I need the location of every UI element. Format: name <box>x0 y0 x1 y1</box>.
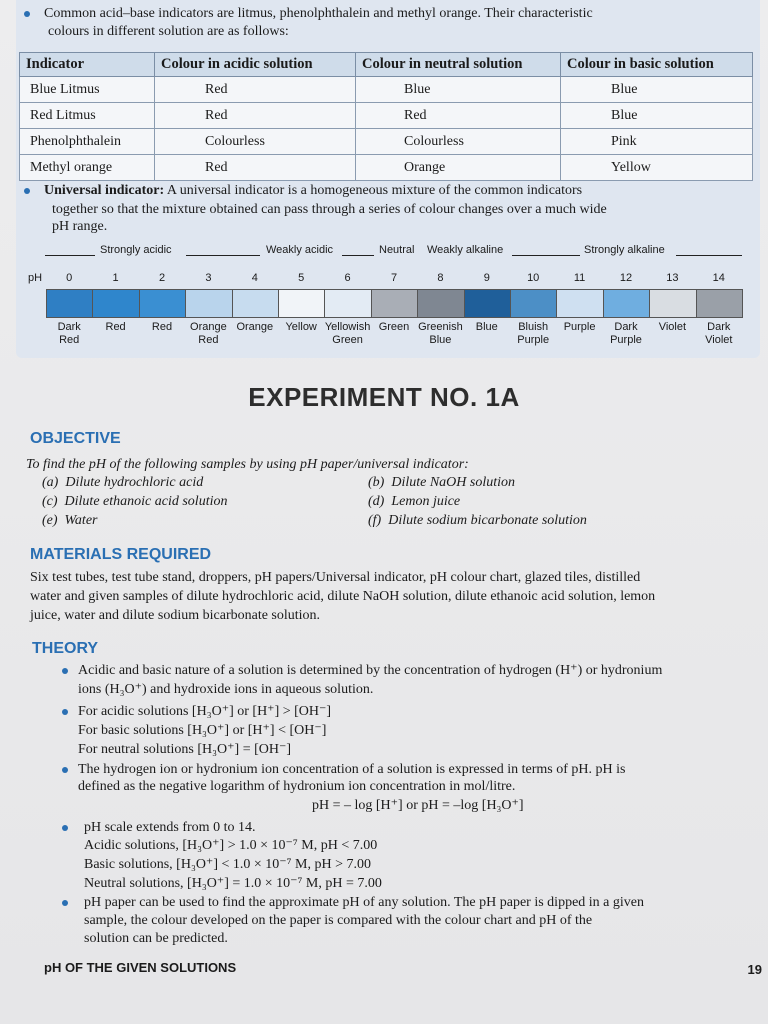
ph-colour-swatch <box>46 289 93 318</box>
universal-indicator-line-1: Universal indicator: A universal indicator is a homogeneous mixture of the common indicators <box>24 183 582 199</box>
universal-indicator-line-2: together so that the mixture obtained can pass through a series of colour changes over a much wide <box>52 202 607 217</box>
bullet-icon <box>62 767 68 773</box>
ph-colour-name: Greenish Blue <box>418 321 463 346</box>
table-cell: Red <box>155 155 356 181</box>
ph-number: 10 <box>527 272 540 284</box>
page-number: 19 <box>747 962 762 977</box>
ph-colour-swatch <box>696 289 743 318</box>
theory-text: Neutral solutions, [H₃O⁺] = 1.0 × 10⁻⁷ M, pH = 7.00 <box>84 876 382 891</box>
ph-colour-name: Yellowish Green <box>324 321 371 346</box>
ph-number: 3 <box>205 272 212 284</box>
table-cell: Blue <box>561 103 753 129</box>
ph-colour-name: Dark Violet <box>705 321 733 346</box>
running-head: pH OF THE GIVEN SOLUTIONS <box>44 960 237 975</box>
range-strongly-alkaline: Strongly alkaline <box>584 244 665 256</box>
theory-text: For neutral solutions [H₃O⁺] = [OH⁻] <box>78 742 292 757</box>
ph-colour-swatch <box>510 289 557 318</box>
objective-item: (a) Dilute hydrochloric acid <box>42 475 204 490</box>
ph-number: 2 <box>158 272 166 284</box>
range-arrow <box>342 255 374 256</box>
table-cell: Methyl orange <box>20 155 155 181</box>
table-row <box>20 129 753 155</box>
objective-item: (d) Lemon juice <box>368 494 461 509</box>
materials-line-1: Six test tubes, test tube stand, droppers, pH papers/Universal indicator, pH colour chart, glazed tiles, distilled <box>30 570 641 585</box>
ph-colour-swatch <box>556 289 603 318</box>
theory-text: defined as the negative logarithm of hydronium ion concentration in mol/litre. <box>78 779 516 794</box>
range-strongly-acidic: Strongly acidic <box>100 244 172 256</box>
range-weakly-alkaline: Weakly alkaline <box>427 244 504 256</box>
range-arrow <box>512 255 580 256</box>
theory-text: Acidic solutions, [H₃O⁺] > 1.0 × 10⁻⁷ M, pH < 7.00 <box>84 838 378 853</box>
universal-indicator-line-3: pH range. <box>52 219 108 234</box>
ph-equation: pH = – log [H⁺] or pH = –log [H₃O⁺] <box>312 798 524 813</box>
theory-text: Basic solutions, [H₃O⁺] < 1.0 × 10⁻⁷ M, pH > 7.00 <box>84 857 371 872</box>
table-cell: Red <box>356 103 561 129</box>
materials-line-3: juice, water and dilute sodium bicarbonate solution. <box>30 608 321 623</box>
ph-colour-name: Orange Red <box>190 321 227 346</box>
experiment-title: EXPERIMENT NO. 1A <box>248 382 520 412</box>
table-row <box>20 155 753 181</box>
ph-colour-swatch <box>649 289 696 318</box>
table-row <box>20 103 753 129</box>
ph-number: 8 <box>437 272 444 284</box>
table-header-row <box>20 53 753 77</box>
theory-text: solution can be predicted. <box>84 931 228 946</box>
materials-heading: MATERIALS REQUIRED <box>30 546 212 563</box>
theory-text: pH paper can be used to find the approximate pH of any solution. The pH paper is dipped in a given <box>84 895 644 910</box>
ph-number: 6 <box>344 272 351 284</box>
table-cell: Red <box>155 77 356 103</box>
ph-colour-swatch <box>232 289 279 318</box>
objective-item: (e) Water <box>42 513 98 528</box>
range-arrow <box>186 255 260 256</box>
ph-colour-swatch <box>603 289 650 318</box>
ph-number: 9 <box>483 272 490 284</box>
ph-number: 5 <box>298 272 305 284</box>
ph-colour-swatch <box>92 289 139 318</box>
objective-heading: OBJECTIVE <box>30 430 121 447</box>
ph-number: 14 <box>712 272 725 284</box>
theory-text: The hydrogen ion or hydronium ion concentration of a solution is expressed in terms of pH. pH is <box>78 762 626 777</box>
bullet-icon <box>62 825 68 831</box>
ph-number: 1 <box>112 272 119 284</box>
theory-text: For basic solutions [H₃O⁺] or [H⁺] < [OH⁻] <box>78 723 327 738</box>
ph-colour-name: Dark Purple <box>610 321 642 346</box>
ph-number: 13 <box>666 272 679 284</box>
table-header-cell: Colour in basic solution <box>561 53 753 77</box>
ph-colour-swatch <box>464 289 511 318</box>
range-arrow-right <box>676 255 742 256</box>
ph-colour-name: Green <box>378 321 410 333</box>
bullet-icon <box>24 188 30 194</box>
ph-colour-swatch <box>371 289 418 318</box>
ph-number: 7 <box>390 272 398 284</box>
table-cell: Colourless <box>155 129 356 155</box>
objective-item: (f) Dilute sodium bicarbonate solution <box>368 513 587 528</box>
ph-colour-name: Violet <box>658 321 687 333</box>
bullet-icon <box>62 900 68 906</box>
range-weakly-acidic: Weakly acidic <box>266 244 334 256</box>
ph-number: 0 <box>66 272 73 284</box>
indicator-colour-table <box>19 52 753 181</box>
ph-number: 4 <box>251 272 258 284</box>
ph-number: 12 <box>619 272 633 284</box>
theory-heading: THEORY <box>32 640 99 657</box>
table-cell: Yellow <box>561 155 753 181</box>
objective-intro: To find the pH of the following samples by using pH paper/universal indicator: <box>26 457 469 472</box>
ph-colour-name: Purple <box>563 321 596 333</box>
ph-colour-name: Dark Red <box>57 321 81 346</box>
table-cell: Pink <box>561 129 753 155</box>
table-header-cell: Colour in neutral solution <box>356 53 561 77</box>
ph-number: 11 <box>573 272 586 284</box>
table-cell: Blue <box>356 77 561 103</box>
ph-colour-swatch <box>139 289 186 318</box>
ph-colour-name: Yellow <box>285 321 317 333</box>
table-cell: Red Litmus <box>20 103 155 129</box>
ph-colour-name: Blue <box>475 321 498 333</box>
table-cell: Blue Litmus <box>20 77 155 103</box>
range-neutral: Neutral <box>379 244 415 256</box>
theory-text: sample, the colour developed on the paper is compared with the colour chart and pH of the <box>84 913 593 928</box>
intro-line-1: Common acid–base indicators are litmus, phenolphthalein and methyl orange. Their characteristic <box>24 6 593 22</box>
theory-text: pH scale extends from 0 to 14. <box>84 820 256 835</box>
table-row <box>20 77 753 103</box>
range-arrow-left <box>45 255 95 256</box>
ph-colour-name: Orange <box>236 321 274 333</box>
ph-colour-name: Red <box>151 321 173 333</box>
table-cell: Colourless <box>356 129 561 155</box>
objective-item: (c) Dilute ethanoic acid solution <box>42 494 228 509</box>
table-header-cell: Indicator <box>20 53 155 77</box>
theory-text: ions (H₃O⁺) and hydroxide ions in aqueous solution. <box>78 682 374 697</box>
theory-text: For acidic solutions [H₃O⁺] or [H⁺] > [OH⁻] <box>78 704 332 719</box>
ph-colour-name: Bluish Purple <box>517 321 550 346</box>
table-header-cell: Colour in acidic solution <box>155 53 356 77</box>
theory-text: Acidic and basic nature of a solution is determined by the concentration of hydrogen (H⁺) or hydronium <box>78 663 663 678</box>
ph-colour-swatch <box>185 289 232 318</box>
ph-colour-name: Red <box>105 321 126 333</box>
ph-axis-label: pH <box>28 272 43 284</box>
table-cell: Blue <box>561 77 753 103</box>
ph-colour-swatch <box>417 289 464 318</box>
bullet-icon <box>62 709 68 715</box>
bullet-icon <box>24 11 30 17</box>
intro-line-2: colours in different solution are as follows: <box>48 24 289 39</box>
ph-colour-swatch <box>278 289 325 318</box>
ph-colour-swatch <box>324 289 371 318</box>
objective-item: (b) Dilute NaOH solution <box>368 475 515 490</box>
table-cell: Orange <box>356 155 561 181</box>
universal-indicator-label: Universal indicator: <box>44 183 165 198</box>
materials-line-2: water and given samples of dilute hydrochloric acid, dilute NaOH solution, dilute ethanoic acid solution, lemon <box>30 589 656 604</box>
bullet-icon <box>62 668 68 674</box>
table-cell: Phenolphthalein <box>20 129 155 155</box>
table-cell: Red <box>155 103 356 129</box>
